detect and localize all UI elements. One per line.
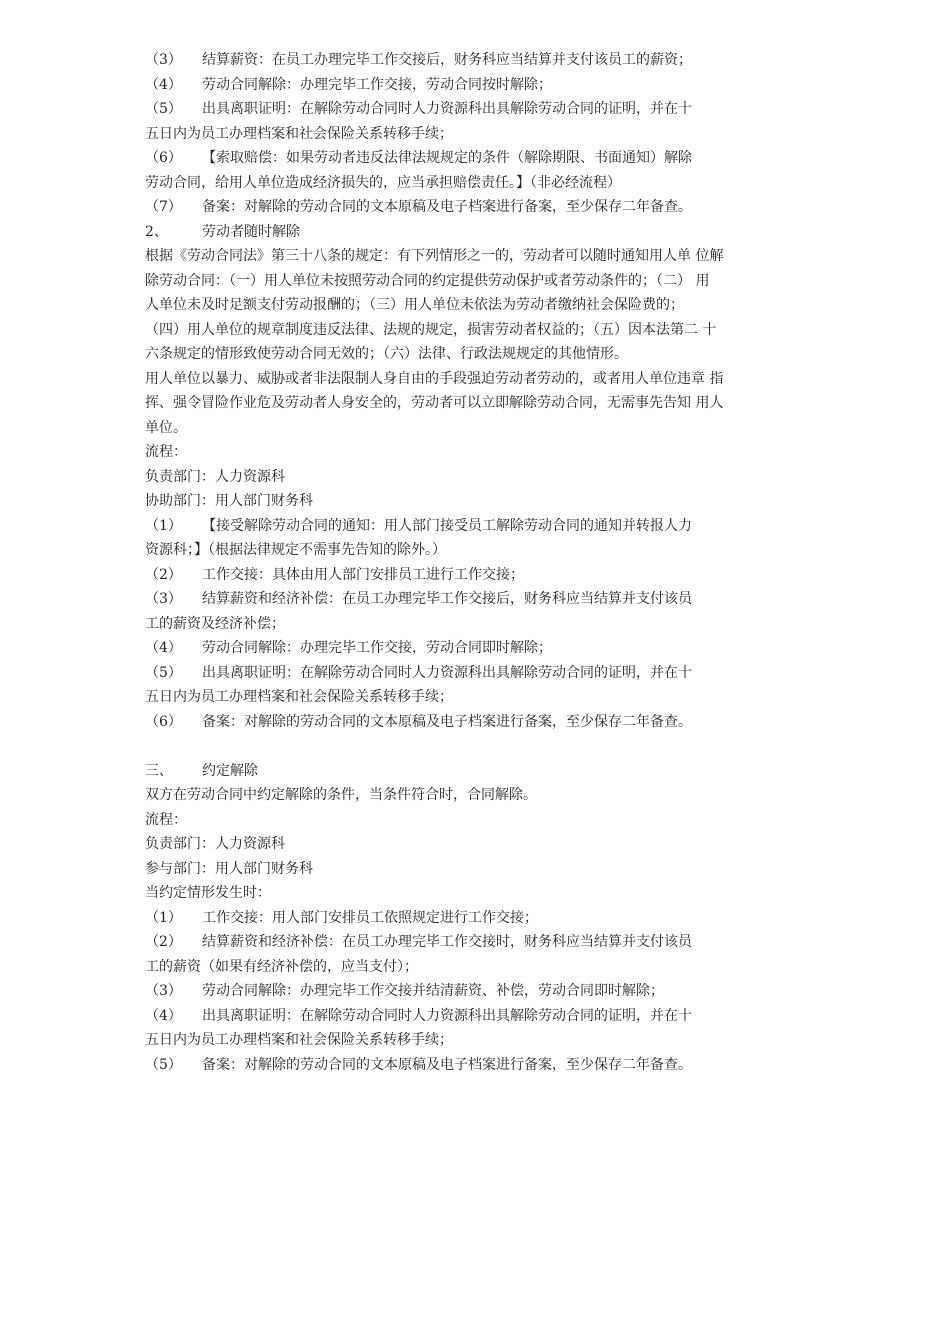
list-item <box>145 1053 807 1078</box>
item-number: （4） <box>145 640 182 656</box>
list-item-continuation: 劳动合同，给用人单位造成经济损失的，应当承担赔偿责任。】（非必经流程） <box>145 174 621 191</box>
list-item <box>145 661 807 686</box>
item-number: （6） <box>145 713 182 730</box>
item-text: 备案：对解除的劳动合同的文本原稿及电子档案进行备案，至少保存二年备查。 <box>202 199 692 215</box>
paragraph-line: 双方在劳动合同中约定解除的条件，当条件符合时，合同解除。 <box>145 787 537 803</box>
list-item <box>145 563 807 588</box>
section-heading <box>145 220 807 245</box>
list-item-continuation: 五日内为员工办理档案和社会保险关系转移手续； <box>145 689 453 705</box>
item-number: （7） <box>145 199 182 215</box>
list-item-continuation: 资源科；】（根据法律规定不需事先告知的除外。） <box>145 542 446 558</box>
item-text: 结算薪资和经济补偿：在员工办理完毕工作交接后，财务科应当结算并支付该员 <box>202 591 692 607</box>
responsible-department: 负责部门：人力资源科 <box>145 836 285 852</box>
list-item <box>145 710 807 735</box>
list-item <box>145 195 807 220</box>
list-item <box>145 979 807 1004</box>
item-text: 工作交接：用人部门安排员工依照规定进行工作交接； <box>202 909 538 926</box>
condition-label: 当约定情形发生时： <box>145 885 271 901</box>
list-item <box>145 514 807 539</box>
list-item <box>145 73 807 98</box>
list-item <box>145 48 807 73</box>
list-item <box>145 636 807 661</box>
item-text: 工作交接：具体由用人部门安排员工进行工作交接； <box>202 566 524 583</box>
section-heading <box>145 759 807 784</box>
list-item <box>145 587 807 612</box>
item-text: 结算薪资和经济补偿：在员工办理完毕工作交接时，财务科应当结算并支付该员 <box>202 934 692 950</box>
item-text: 备案：对解除的劳动合同的文本原稿及电子档案进行备案，至少保存二年备查。 <box>202 1056 692 1073</box>
blank-line <box>145 734 807 759</box>
responsible-department: 负责部门：人力资源科 <box>145 468 285 485</box>
list-item-continuation: 五日内为员工办理档案和社会保险关系转移手续； <box>145 125 453 142</box>
list-item <box>145 97 807 122</box>
item-number: （3） <box>145 983 182 999</box>
item-text: 备案：对解除的劳动合同的文本原稿及电子档案进行备案，至少保存二年备查。 <box>202 713 692 730</box>
item-text: 出具离职证明：在解除劳动合同时人力资源科出具解除劳动合同的证明，并在十 <box>202 1007 692 1024</box>
item-number: （1） <box>145 517 182 534</box>
paragraph-line: （四）用人单位的规章制度违反法律、法规的规定，损害劳动者权益的；（五）因本法第二 十 <box>145 321 717 338</box>
paragraph-line: 六条规定的情形致使劳动合同无效的；（六）法律、行政法规规定的其他情形。 <box>145 346 628 362</box>
paragraph-line: 单位。 <box>145 419 187 436</box>
section-number: 2、 <box>145 223 168 240</box>
item-text: 劳动合同解除：办理完毕工作交接并结清薪资、补偿，劳动合同即时解除； <box>202 983 664 999</box>
item-number: （1） <box>145 909 182 926</box>
item-text: 出具离职证明：在解除劳动合同时人力资源科出具解除劳动合同的证明，并在十 <box>202 664 692 681</box>
item-text: 【接受解除劳动合同的通知：用人部门接受员工解除劳动合同的通知并转报人力 <box>202 517 692 534</box>
item-text: 结算薪资：在员工办理完毕工作交接后，财务科应当结算并支付该员工的薪资； <box>202 52 692 68</box>
item-text: 出具离职证明：在解除劳动合同时人力资源科出具解除劳动合同的证明，并在十 <box>202 101 692 117</box>
paragraph-line: 人单位未及时足额支付劳动报酬的；（三）用人单位未依法为劳动者缴纳社会保险费的； <box>145 297 684 313</box>
item-text: 【索取赔偿：如果劳动者违反法律法规规定的条件（解除期限、书面通知）解除 <box>202 150 692 166</box>
item-text: 劳动合同解除：办理完毕工作交接，劳动合同按时解除； <box>202 76 552 93</box>
flow-label: 流程： <box>145 444 187 460</box>
paragraph-line: 除劳动合同：（一）用人单位未按照劳动合同的约定提供劳动保护或者劳动条件的；（二） 用 <box>145 272 710 289</box>
paragraph-line: 根据《劳动合同法》第三十八条的规定：有下列情形之一的，劳动者可以随时通知用人单 位解 <box>145 248 724 264</box>
document-page <box>145 48 807 1077</box>
list-item-continuation: 五日内为员工办理档案和社会保险关系转移手续； <box>145 1032 453 1048</box>
item-number: （5） <box>145 664 182 681</box>
list-item-continuation: 工的薪资（如果有经济补偿的，应当支付）； <box>145 958 418 975</box>
item-number: （3） <box>145 591 182 607</box>
item-number: （3） <box>145 52 182 68</box>
list-item <box>145 146 807 171</box>
list-item <box>145 1004 807 1029</box>
assist-department: 协助部门：用人部门财务科 <box>145 493 313 509</box>
item-number: （4） <box>145 1007 182 1024</box>
participate-department: 参与部门：用人部门财务科 <box>145 860 313 877</box>
list-item <box>145 906 807 931</box>
paragraph-line: 用人单位以暴力、威胁或者非法限制人身自由的手段强迫劳动者劳动的，或者用人单位违章 指 <box>145 370 724 387</box>
item-number: （5） <box>145 101 182 117</box>
paragraph-line: 挥、强令冒险作业危及劳动者人身安全的，劳动者可以立即解除劳动合同，无需事先告知 用人 <box>145 395 724 411</box>
item-number: （6） <box>145 150 182 166</box>
item-number: （4） <box>145 76 182 93</box>
list-item <box>145 930 807 955</box>
flow-label: 流程： <box>145 811 187 828</box>
section-title: 劳动者随时解除 <box>202 223 300 240</box>
list-item-continuation: 工的薪资及经济补偿； <box>145 615 285 632</box>
section-title: 约定解除 <box>202 762 258 779</box>
section-number: 三、 <box>145 762 173 779</box>
item-number: （5） <box>145 1056 182 1073</box>
item-number: （2） <box>145 934 182 950</box>
item-number: （2） <box>145 566 182 583</box>
item-text: 劳动合同解除：办理完毕工作交接，劳动合同即时解除； <box>202 640 552 656</box>
